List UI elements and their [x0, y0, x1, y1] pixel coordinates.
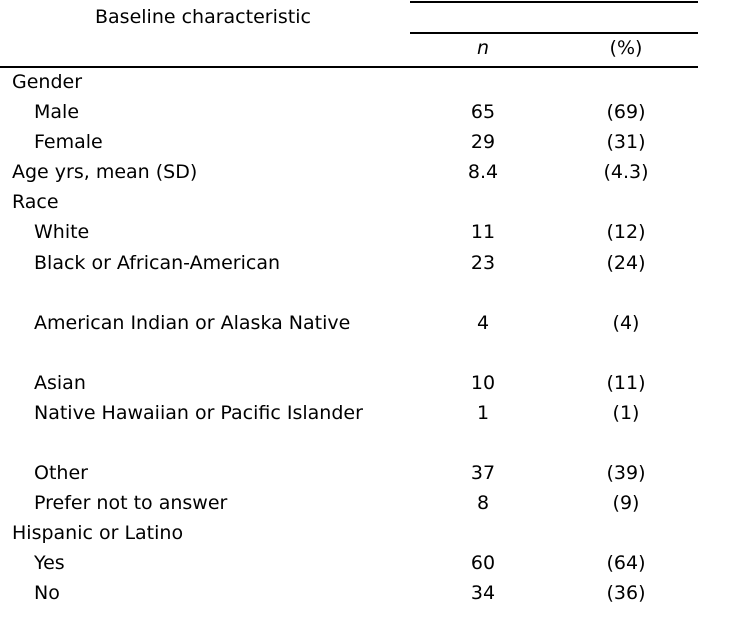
row-label-native-hawaiian: Native Hawaiian or Pacific Islander — [34, 402, 363, 424]
row-n-prefer-not: 8 — [476, 492, 490, 514]
row-n-black: 23 — [470, 252, 496, 274]
header-bottom-rule — [0, 66, 698, 68]
row-label-white: White — [34, 221, 90, 243]
row-label-asian: Asian — [34, 372, 86, 394]
row-pct-female: (31) — [606, 131, 646, 153]
column-header-percent: (%) — [609, 37, 643, 59]
section-label-race: Race — [12, 191, 59, 213]
row-pct-no: (36) — [606, 582, 646, 604]
row-n-yes: 60 — [470, 552, 496, 574]
row-label-other: Other — [34, 462, 88, 484]
column-header-characteristic: Baseline characteristic — [95, 6, 311, 28]
row-n-no: 34 — [470, 582, 496, 604]
section-label-gender: Gender — [12, 71, 83, 93]
row-label-no: No — [34, 582, 60, 604]
row-n-female: 29 — [470, 131, 496, 153]
row-label-black: Black or African-American — [34, 252, 281, 274]
row-label-prefer-not: Prefer not to answer — [34, 492, 228, 514]
column-header-n: n — [476, 37, 490, 59]
subheader-rule — [410, 32, 698, 34]
section-label-hispanic: Hispanic or Latino — [12, 522, 184, 544]
row-label-age: Age yrs, mean (SD) — [12, 161, 198, 183]
row-pct-asian: (11) — [606, 372, 646, 394]
row-label-american-indian: American Indian or Alaska Native — [34, 312, 351, 334]
row-pct-other: (39) — [606, 462, 646, 484]
row-pct-yes: (64) — [606, 552, 646, 574]
row-pct-white: (12) — [606, 221, 646, 243]
row-pct-black: (24) — [606, 252, 646, 274]
row-n-white: 11 — [470, 221, 496, 243]
row-label-female: Female — [34, 131, 103, 153]
row-n-asian: 10 — [470, 372, 496, 394]
row-label-yes: Yes — [34, 552, 65, 574]
row-pct-age: (4.3) — [603, 161, 649, 183]
row-n-american-indian: 4 — [476, 312, 490, 334]
row-n-male: 65 — [470, 101, 496, 123]
top-rule — [410, 1, 698, 3]
row-pct-male: (69) — [606, 101, 646, 123]
row-label-male: Male — [34, 101, 80, 123]
row-pct-native-hawaiian: (1) — [612, 402, 640, 424]
row-n-other: 37 — [470, 462, 496, 484]
row-pct-american-indian: (4) — [612, 312, 640, 334]
row-n-age: 8.4 — [467, 161, 499, 183]
row-n-native-hawaiian: 1 — [476, 402, 490, 424]
row-pct-prefer-not: (9) — [612, 492, 640, 514]
